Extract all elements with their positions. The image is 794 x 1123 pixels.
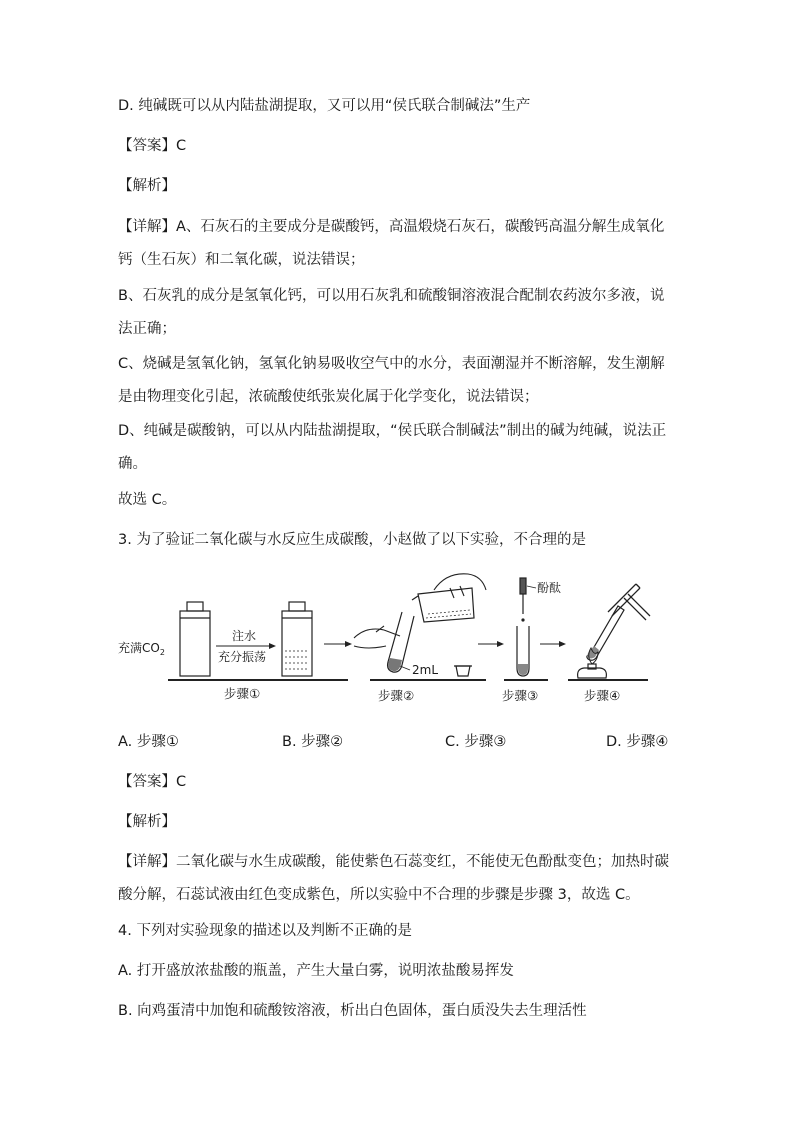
volume-label: 2mL bbox=[412, 663, 439, 677]
q4-stem: 4. 下列对实验现象的描述以及判断不正确的是 bbox=[118, 923, 412, 939]
q4-option-b: B. 向鸡蛋清中加饱和硫酸铵溶液，析出白色固体，蛋白质没失去生理活性 bbox=[118, 1003, 587, 1019]
q2-option-d: D. 纯碱既可以从内陆盐湖提取，又可以用“侯氏联合制碱法”生产 bbox=[118, 98, 531, 114]
arrow-head-icon bbox=[497, 641, 504, 647]
q3-answer: 【答案】C bbox=[118, 774, 187, 790]
q3-analysis-title: 【解析】 bbox=[118, 814, 176, 830]
q2-answer: 【答案】C bbox=[118, 138, 187, 154]
sealed-bottle-icon bbox=[180, 602, 210, 676]
q2-detail-b: B、石灰乳的成分是氢氧化钙，可以用石灰乳和硫酸铜溶液混合配制农药波尔多液，说法正确； bbox=[118, 288, 665, 337]
q3-option-c: C. 步骤③ bbox=[445, 734, 507, 750]
q3-option-d: D. 步骤④ bbox=[606, 734, 669, 750]
step-4-label: 步骤④ bbox=[584, 688, 621, 703]
q2-conclusion: 故选 C。 bbox=[118, 492, 177, 508]
step-3-label: 步骤③ bbox=[502, 688, 539, 703]
drop-icon bbox=[521, 618, 524, 621]
bottle-with-water-icon bbox=[282, 602, 312, 676]
arrow-label-bottom: 充分振荡 bbox=[218, 650, 267, 664]
q2-detail-a: 【详解】A、石灰石的主要成分是碳酸钙，高温煅烧石灰石，碳酸钙高温分解生成氧化钙（生石灰）和二氧化碳，说法错误； bbox=[118, 219, 665, 268]
arrow-label-top: 注水 bbox=[232, 629, 257, 643]
arrow-head-icon bbox=[345, 641, 352, 647]
water-fill bbox=[285, 651, 309, 669]
experiment-figure bbox=[116, 566, 676, 716]
pouring-bottle-icon bbox=[412, 588, 474, 622]
q3-option-a: A. 步骤① bbox=[118, 734, 179, 750]
q2-detail-d: D、纯碱是碳酸钠，可以从内陆盐湖提取，“侯氏联合制碱法”制出的碱为纯碱，说法正确。 bbox=[118, 423, 667, 472]
indicator-leader bbox=[527, 586, 536, 588]
test-tube-holder-icon bbox=[608, 584, 650, 620]
q3-detail: 【详解】二氧化碳与水生成碳酸，能使紫色石蕊变红，不能使无色酚酞变色；加热时碳酸分解，石蕊试液由红色变成紫色，所以实验中不合理的步骤是步骤 3，故选 C。 bbox=[118, 854, 669, 903]
test-tube-liquid bbox=[518, 664, 528, 675]
q3-option-b: B. 步骤② bbox=[282, 734, 344, 750]
arrow-head-icon bbox=[269, 643, 276, 649]
step-2-label: 步骤② bbox=[378, 688, 415, 703]
indicator-label: 酚酞 bbox=[537, 581, 562, 595]
arrow-head-icon bbox=[559, 641, 566, 647]
hand-holding-bottle-icon bbox=[434, 574, 486, 598]
alcohol-lamp-icon bbox=[578, 664, 607, 678]
step-1-label: 步骤① bbox=[224, 686, 261, 701]
dropper-icon bbox=[520, 578, 526, 614]
q3-stem: 3. 为了验证二氧化碳与水反应生成碳酸，小赵做了以下实验，不合理的是 bbox=[118, 532, 586, 548]
q2-analysis-title: 【解析】 bbox=[118, 178, 176, 194]
bottle-liquid bbox=[426, 610, 471, 618]
q2-detail-c: C、烧碱是氢氧化钠，氢氧化钠易吸收空气中的水分，表面潮湿并不断溶解，发生潮解是由物理变化引起，浓硫酸使纸张炭化属于化学变化，说法错误； bbox=[118, 356, 665, 405]
q4-option-a: A. 打开盛放浓盐酸的瓶盖，产生大量白雾，说明浓盐酸易挥发 bbox=[118, 963, 514, 979]
bottle-stopper-icon bbox=[454, 666, 472, 676]
co2-label: 充满$CO_2$ bbox=[118, 641, 165, 657]
